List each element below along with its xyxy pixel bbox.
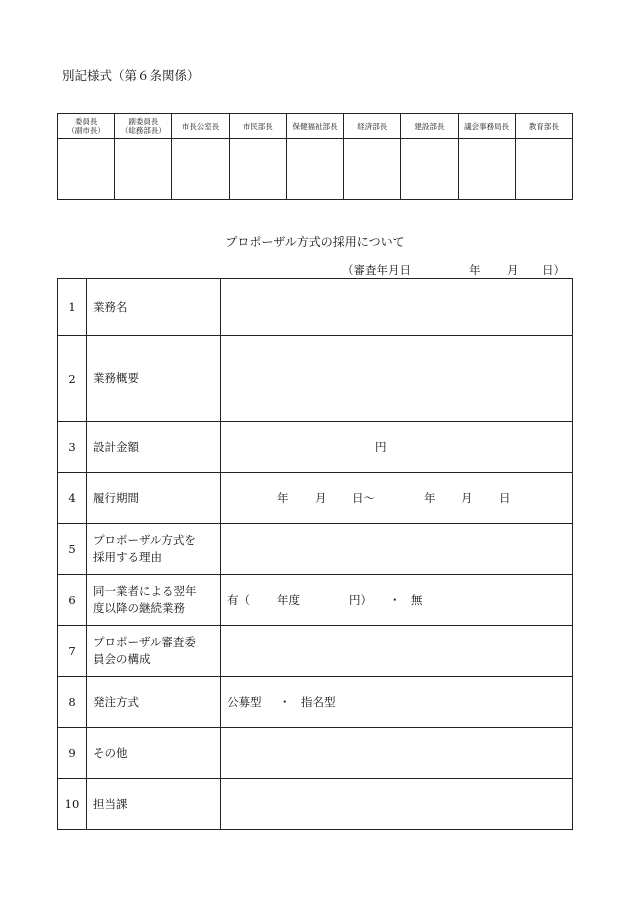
document-title: プロポーザル方式の採用について bbox=[225, 235, 405, 249]
item-label: 業務概要 bbox=[87, 336, 221, 422]
approval-col-chair: 委員長 （副市長） bbox=[58, 114, 115, 139]
table-row bbox=[58, 626, 573, 677]
stamp-box bbox=[115, 139, 172, 200]
row-number: 7 bbox=[58, 626, 87, 677]
table-row bbox=[58, 677, 573, 728]
continuation-field[interactable]: 有（ 年度 円） ・ 無 bbox=[221, 575, 573, 626]
item-label: 履行期間 bbox=[87, 473, 221, 524]
table-row bbox=[58, 473, 573, 524]
item-label: 発注方式 bbox=[87, 677, 221, 728]
stamp-box bbox=[458, 139, 515, 200]
item-label: 設計金額 bbox=[87, 422, 221, 473]
item-label: その他 bbox=[87, 728, 221, 779]
approval-col-mayor-office: 市長公室長 bbox=[172, 114, 229, 139]
business-overview-field[interactable] bbox=[221, 336, 573, 422]
row-number: 6 bbox=[58, 575, 87, 626]
approval-col-education: 教育部長 bbox=[515, 114, 572, 139]
table-row bbox=[58, 524, 573, 575]
form-label: 別記様式（第６条関係） bbox=[62, 68, 200, 83]
row-number: 2 bbox=[58, 336, 87, 422]
item-label: 担当課 bbox=[87, 779, 221, 830]
approval-col-citizens: 市民部長 bbox=[229, 114, 286, 139]
item-label: 業務名 bbox=[87, 279, 221, 336]
stamp-box bbox=[172, 139, 229, 200]
proposal-form-table bbox=[57, 278, 573, 830]
stamp-box bbox=[401, 139, 458, 200]
row-number: 1 bbox=[58, 279, 87, 336]
stamp-box bbox=[515, 139, 572, 200]
stamp-box bbox=[344, 139, 401, 200]
row-number: 10 bbox=[58, 779, 87, 830]
item-label: プロポーザル審査委 員会の構成 bbox=[87, 626, 221, 677]
ordering-method-field[interactable]: 公募型 ・ 指名型 bbox=[221, 677, 573, 728]
responsible-section-field[interactable] bbox=[221, 779, 573, 830]
item-label: 同一業者による翌年 度以降の継続業務 bbox=[87, 575, 221, 626]
performance-period-field[interactable]: 年 月 日〜 年 月 日 bbox=[221, 473, 573, 524]
table-row bbox=[58, 779, 573, 830]
table-row bbox=[58, 279, 573, 336]
table-row bbox=[58, 728, 573, 779]
stamp-box bbox=[229, 139, 286, 200]
design-amount-field[interactable]: 円 bbox=[221, 422, 573, 473]
stamp-box bbox=[286, 139, 343, 200]
adoption-reason-field[interactable] bbox=[221, 524, 573, 575]
stamp-box bbox=[58, 139, 115, 200]
approval-col-health-welfare: 保健福祉部長 bbox=[286, 114, 343, 139]
row-number: 3 bbox=[58, 422, 87, 473]
table-row bbox=[58, 575, 573, 626]
row-number: 4 bbox=[58, 473, 87, 524]
approval-col-vice-chair: 副委員長 （総務部長） bbox=[115, 114, 172, 139]
item-label: プロポーザル方式を 採用する理由 bbox=[87, 524, 221, 575]
approval-col-assembly: 議会事務局長 bbox=[458, 114, 515, 139]
approval-stamp-table bbox=[57, 113, 573, 200]
row-number: 5 bbox=[58, 524, 87, 575]
committee-structure-field[interactable] bbox=[221, 626, 573, 677]
approval-col-economy: 経済部長 bbox=[344, 114, 401, 139]
approval-header-row bbox=[58, 114, 573, 139]
approval-stamp-row bbox=[58, 139, 573, 200]
approval-col-construction: 建設部長 bbox=[401, 114, 458, 139]
row-number: 9 bbox=[58, 728, 87, 779]
table-row bbox=[58, 336, 573, 422]
business-name-field[interactable] bbox=[221, 279, 573, 336]
table-row bbox=[58, 422, 573, 473]
other-field[interactable] bbox=[221, 728, 573, 779]
row-number: 8 bbox=[58, 677, 87, 728]
